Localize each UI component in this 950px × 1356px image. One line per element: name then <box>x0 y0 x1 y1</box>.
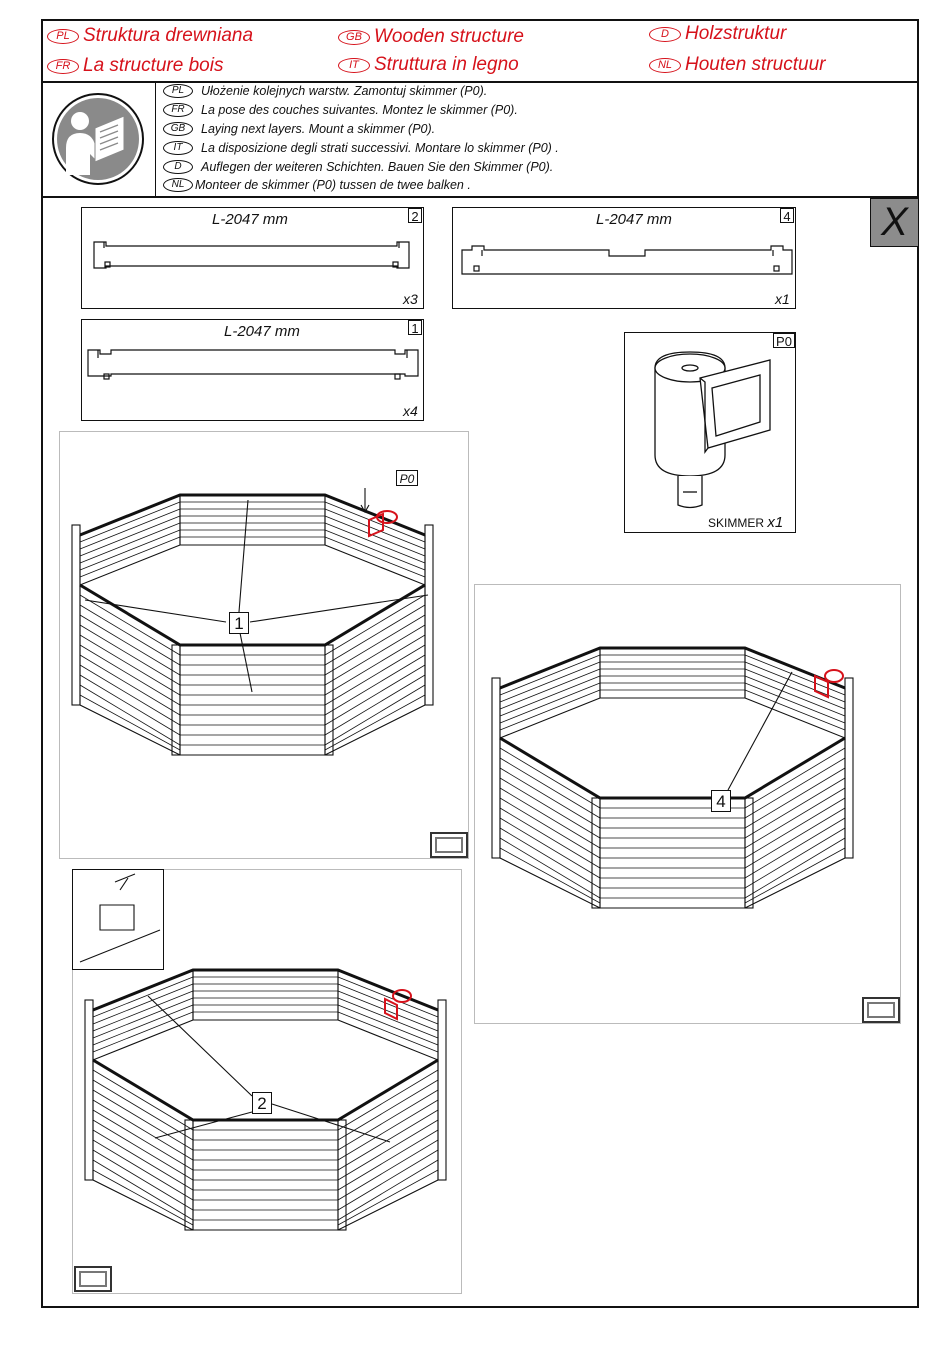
title-d: D Holzstruktur <box>649 23 786 45</box>
part-2-qty: x3 <box>403 291 418 307</box>
skimmer-code: P0 <box>773 333 795 348</box>
instruction-gb: GB Laying next layers. Mount a skimmer (P0). <box>163 122 435 136</box>
step-box-2 <box>74 1266 112 1292</box>
callout-1: 1 <box>229 612 249 634</box>
hammer-detail-inset <box>72 869 164 970</box>
step-box-3 <box>862 997 900 1023</box>
callout-2: 2 <box>252 1092 272 1114</box>
part-4-number: 4 <box>780 208 794 223</box>
title-gb: GB Wooden structure <box>338 26 524 48</box>
callout-4: 4 <box>711 790 731 812</box>
part-1-qty: x4 <box>403 403 418 419</box>
step-box-1 <box>430 832 468 858</box>
instruction-it: IT La disposizione degli strati successivi. Montare lo skimmer (P0) . <box>163 141 559 155</box>
header-divider <box>41 81 919 83</box>
part-1-number: 1 <box>408 320 422 335</box>
part-4-length: L-2047 mm <box>596 211 672 228</box>
instruction-fr: FR La pose des couches suivantes. Montez le skimmer (P0). <box>163 103 518 117</box>
step-letter: X <box>870 198 919 247</box>
part-2-length: L-2047 mm <box>212 211 288 228</box>
skimmer-box <box>624 332 796 533</box>
instruction-d: D Auflegen der weiteren Schichten. Bauen Sie den Skimmer (P0). <box>163 160 553 174</box>
title-nl: NL Houten structuur <box>649 54 825 76</box>
part-1-length: L-2047 mm <box>224 323 300 340</box>
part-4-qty: x1 <box>775 291 790 307</box>
instructions-divider <box>41 196 919 198</box>
title-fr: FR La structure bois <box>47 55 223 77</box>
skimmer-label: SKIMMER x1 <box>708 514 784 531</box>
title-pl: PL Struktura drewniana <box>47 25 253 47</box>
instruction-nl: NL Monteer de skimmer (P0) tussen de twee balken . <box>163 178 471 192</box>
manual-icon-cell <box>41 81 156 196</box>
instruction-pl: PL Ułożenie kolejnych warstw. Zamontuj skimmer (P0). <box>163 84 487 98</box>
title-it: IT Struttura in legno <box>338 54 519 76</box>
part-2-number: 2 <box>408 208 422 223</box>
callout-p0: P0 <box>396 470 418 486</box>
illustration-step-1 <box>59 431 469 859</box>
illustration-step-3 <box>474 584 901 1024</box>
